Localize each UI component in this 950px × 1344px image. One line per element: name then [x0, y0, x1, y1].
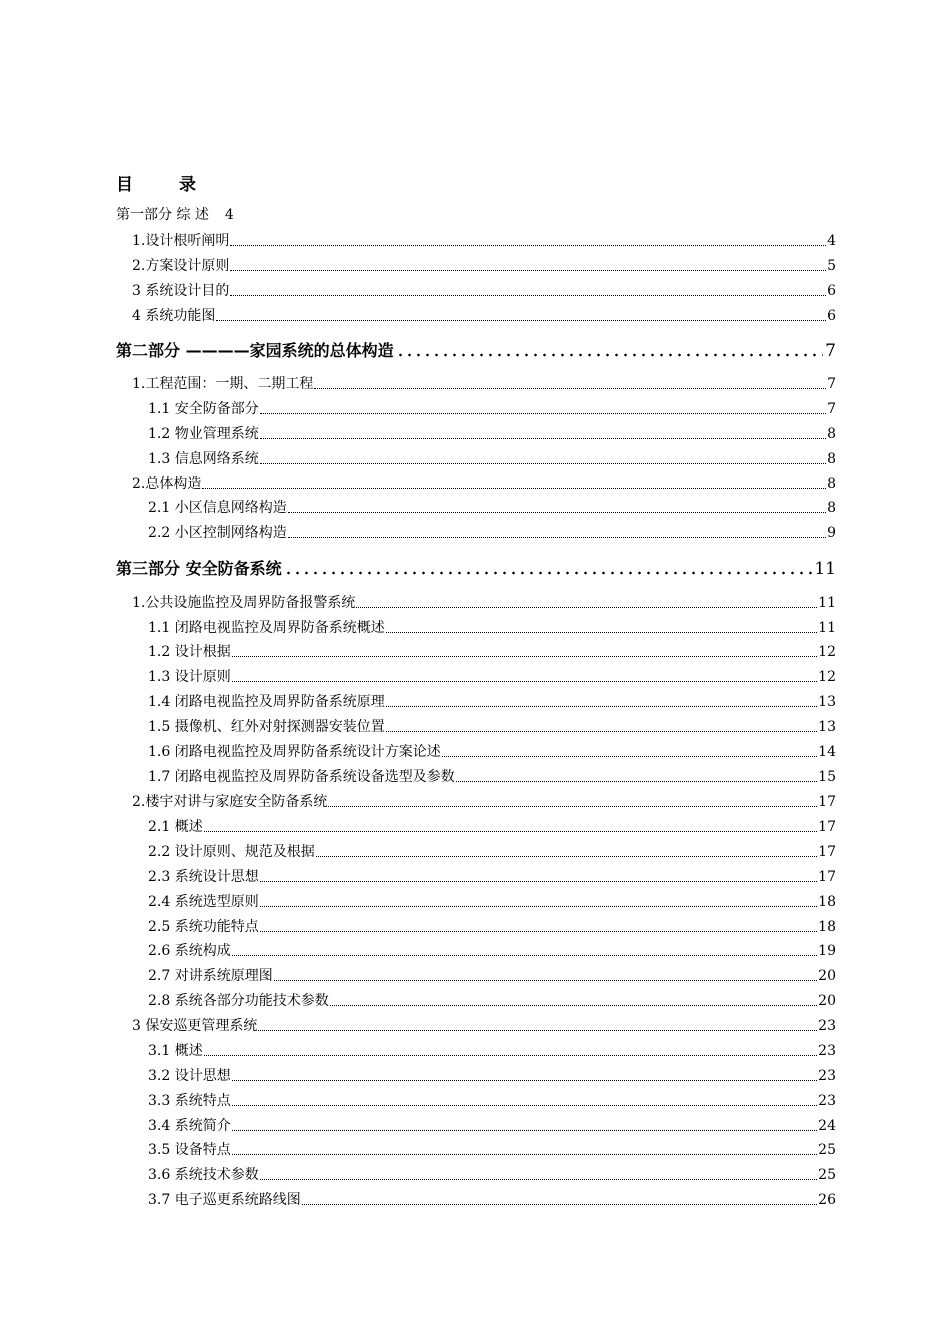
toc-entry[interactable]: [116, 499, 836, 517]
toc-entry-page: 13: [818, 719, 836, 735]
toc-entry[interactable]: [116, 843, 836, 861]
dot-leader: [284, 570, 813, 576]
dot-leader: [260, 437, 826, 439]
toc-entry-page: 25: [818, 1167, 836, 1183]
dot-leader: [230, 269, 826, 271]
toc-entry[interactable]: [116, 375, 836, 393]
toc-entry-page: 23: [818, 1068, 836, 1084]
dot-leader: [230, 294, 826, 296]
toc-entry-label: 3.3 系统特点: [148, 1093, 231, 1109]
toc-entry[interactable]: [116, 918, 836, 936]
toc-entry-label: 3.5 设备特点: [148, 1142, 231, 1158]
toc-part-1-page: 4: [224, 207, 234, 223]
dot-leader: [330, 1004, 817, 1006]
toc-part-1[interactable]: [116, 206, 234, 224]
toc-entry-label: 3 系统设计目的: [132, 283, 230, 299]
dot-leader: [386, 705, 817, 707]
toc-entry-label: 2.5 系统功能特点: [148, 919, 259, 935]
toc-entry-page: 23: [818, 1018, 836, 1034]
toc-entry-label: 1.设计根听阐明: [132, 233, 230, 249]
toc-entry-label: 1.4 闭路电视监控及周界防备系统原理: [148, 694, 385, 710]
dot-leader: [260, 880, 817, 882]
toc-entry-page: 24: [818, 1118, 836, 1134]
toc-entry-page: 20: [818, 993, 836, 1009]
toc-entry[interactable]: [116, 743, 836, 761]
dot-leader: [232, 1153, 817, 1155]
dot-leader: [260, 1178, 817, 1180]
toc-entry-label: 3.4 系统简介: [148, 1118, 231, 1134]
toc-entry[interactable]: [116, 693, 836, 711]
toc-entry-label: 2.2 设计原则、规范及根据: [148, 844, 315, 860]
toc-entry-page: 20: [818, 968, 836, 984]
toc-entry-page: 14: [818, 744, 836, 760]
toc-entry[interactable]: [116, 282, 836, 300]
toc-entry[interactable]: [116, 475, 836, 493]
toc-entry-page: 8: [827, 500, 836, 516]
toc-entry-label: 1.5 摄像机、红外对射探测器安装位置: [148, 719, 385, 735]
toc-entry-label: 1.工程范围：一期、二期工程: [132, 376, 314, 392]
toc-entry[interactable]: [116, 232, 836, 250]
toc-entry-label: 1.1 闭路电视监控及周界防备系统概述: [148, 620, 385, 636]
toc-entry-page: 23: [818, 1093, 836, 1109]
dot-leader: [302, 1203, 817, 1205]
toc-entry-page: 17: [818, 844, 836, 860]
toc-entry-label: 3.6 系统技术参数: [148, 1167, 259, 1183]
toc-entry[interactable]: [116, 668, 836, 686]
dot-leader: [258, 1029, 817, 1031]
toc-entry[interactable]: [116, 793, 836, 811]
dot-leader: [260, 930, 817, 932]
toc-entry[interactable]: [116, 619, 836, 637]
toc-entry[interactable]: [116, 594, 836, 612]
dot-leader: [260, 462, 826, 464]
toc-entry[interactable]: [116, 718, 836, 736]
dot-leader: [232, 1079, 817, 1081]
toc-entry-label: 2.4 系统选型原则: [148, 894, 259, 910]
toc-part-3-label: 第三部分 安全防备系统: [116, 559, 282, 578]
toc-entry-label: 2.楼宇对讲与家庭安全防备系统: [132, 794, 328, 810]
dot-leader: [204, 1054, 817, 1056]
toc-part-3-page: 11: [814, 559, 836, 579]
dot-leader: [260, 412, 826, 414]
toc-entry-page: 8: [827, 426, 836, 442]
toc-entry[interactable]: [116, 1092, 836, 1110]
toc-entry-label: 2.1 小区信息网络构造: [148, 500, 287, 516]
toc-entry-label: 2.8 系统各部分功能技术参数: [148, 993, 329, 1009]
toc-entry-page: 18: [818, 894, 836, 910]
toc-entry[interactable]: [116, 524, 836, 542]
toc-part-1-label: 第一部分 综 述: [116, 207, 209, 223]
dot-leader: [356, 606, 817, 608]
dot-leader: [456, 780, 817, 782]
toc-entry-label: 2.3 系统设计思想: [148, 869, 259, 885]
dot-leader: [202, 487, 826, 489]
toc-entry-label: 1.6 闭路电视监控及周界防备系统设计方案论述: [148, 744, 441, 760]
toc-entry[interactable]: [116, 307, 836, 325]
toc-entry-page: 23: [818, 1043, 836, 1059]
toc-entry[interactable]: [116, 1017, 836, 1035]
toc-entry-label: 2.1 概述: [148, 819, 203, 835]
toc-entry[interactable]: [116, 942, 836, 960]
toc-title-left: 目: [116, 175, 133, 195]
toc-entry-page: 8: [827, 451, 836, 467]
toc-entry[interactable]: [116, 967, 836, 985]
dot-leader: [204, 830, 817, 832]
dot-leader: [232, 954, 817, 956]
toc-entry-label: 2.方案设计原则: [132, 258, 230, 274]
toc-entry-page: 25: [818, 1142, 836, 1158]
dot-leader: [316, 855, 817, 857]
dot-leader: [386, 730, 817, 732]
toc-entry-label: 3 保安巡更管理系统: [132, 1018, 258, 1034]
dot-leader: [216, 319, 826, 321]
toc-entry[interactable]: [116, 1067, 836, 1085]
toc-entry[interactable]: [116, 893, 836, 911]
dot-leader: [386, 631, 817, 633]
dot-leader: [314, 387, 826, 389]
toc-entry-page: 19: [818, 943, 836, 959]
toc-entry[interactable]: [116, 768, 836, 786]
dot-leader: [288, 536, 826, 538]
toc-entry-label: 2.7 对讲系统原理图: [148, 968, 273, 984]
toc-entry[interactable]: [116, 868, 836, 886]
toc-entry-label: 2.总体构造: [132, 476, 202, 492]
dot-leader: [232, 655, 817, 657]
toc-part-2-page: 7: [825, 341, 836, 361]
dot-leader: [288, 511, 826, 513]
dot-leader: [230, 244, 826, 246]
toc-entry-label: 1.1 安全防备部分: [148, 401, 259, 417]
toc-entry-page: 12: [818, 669, 836, 685]
dot-leader: [442, 755, 817, 757]
toc-entry-page: 15: [818, 769, 836, 785]
toc-entry[interactable]: [116, 400, 836, 418]
toc-entry-page: 17: [818, 794, 836, 810]
toc-entry[interactable]: [116, 643, 836, 661]
dot-leader: [396, 352, 824, 358]
toc-entry[interactable]: [116, 1166, 836, 1184]
toc-entry-label: 1.2 设计根据: [148, 644, 231, 660]
toc-entry-page: 4: [827, 233, 836, 249]
toc-entry-page: 11: [818, 595, 836, 611]
toc-entry[interactable]: [116, 450, 836, 468]
toc-entry-page: 11: [818, 620, 836, 636]
toc-entry-page: 13: [818, 694, 836, 710]
dot-leader: [232, 680, 817, 682]
toc-entry[interactable]: [116, 1042, 836, 1060]
toc-entry-page: 12: [818, 644, 836, 660]
toc-entry[interactable]: [116, 1191, 836, 1209]
toc-entry-page: 17: [818, 819, 836, 835]
toc-entry-label: 3.7 电子巡更系统路线图: [148, 1192, 301, 1208]
dot-leader: [274, 979, 817, 981]
toc-entry-label: 1.7 闭路电视监控及周界防备系统设备选型及参数: [148, 769, 455, 785]
toc-entry-page: 7: [827, 401, 836, 417]
toc-entry-page: 6: [827, 308, 836, 324]
dot-leader: [232, 1104, 817, 1106]
toc-entry[interactable]: [116, 257, 836, 275]
toc-entry-label: 2.2 小区控制网络构造: [148, 525, 287, 541]
toc-part-3[interactable]: [116, 558, 836, 580]
toc-entry-page: 5: [827, 258, 836, 274]
toc-entry-label: 3.1 概述: [148, 1043, 203, 1059]
dot-leader: [328, 805, 817, 807]
toc-entry[interactable]: [116, 992, 836, 1010]
toc-entry-page: 26: [818, 1192, 836, 1208]
toc-entry-label: 4 系统功能图: [132, 308, 216, 324]
toc-entry-label: 1.2 物业管理系统: [148, 426, 259, 442]
toc-entry-label: 3.2 设计思想: [148, 1068, 231, 1084]
toc-part-2-label: 第二部分 ————家园系统的总体构造: [116, 341, 394, 360]
toc-title: [116, 170, 196, 195]
toc-entry-label: 1.3 设计原则: [148, 669, 231, 685]
toc-title-right: 录: [179, 175, 196, 195]
toc-entry-label: 2.6 系统构成: [148, 943, 231, 959]
toc-part-2[interactable]: [116, 340, 836, 362]
toc-entry[interactable]: [116, 818, 836, 836]
toc-entry-label: 1.3 信息网络系统: [148, 451, 259, 467]
toc-entry-page: 6: [827, 283, 836, 299]
toc-entry-page: 8: [827, 476, 836, 492]
toc-entry-page: 7: [827, 376, 836, 392]
toc-entry[interactable]: [116, 1141, 836, 1159]
toc-entry[interactable]: [116, 1117, 836, 1135]
toc-entry-page: 9: [827, 525, 836, 541]
toc-entry-page: 17: [818, 869, 836, 885]
toc-entry[interactable]: [116, 425, 836, 443]
dot-leader: [232, 1129, 817, 1131]
toc-entry-page: 18: [818, 919, 836, 935]
toc-entry-label: 1.公共设施监控及周界防备报警系统: [132, 595, 356, 611]
dot-leader: [260, 905, 817, 907]
